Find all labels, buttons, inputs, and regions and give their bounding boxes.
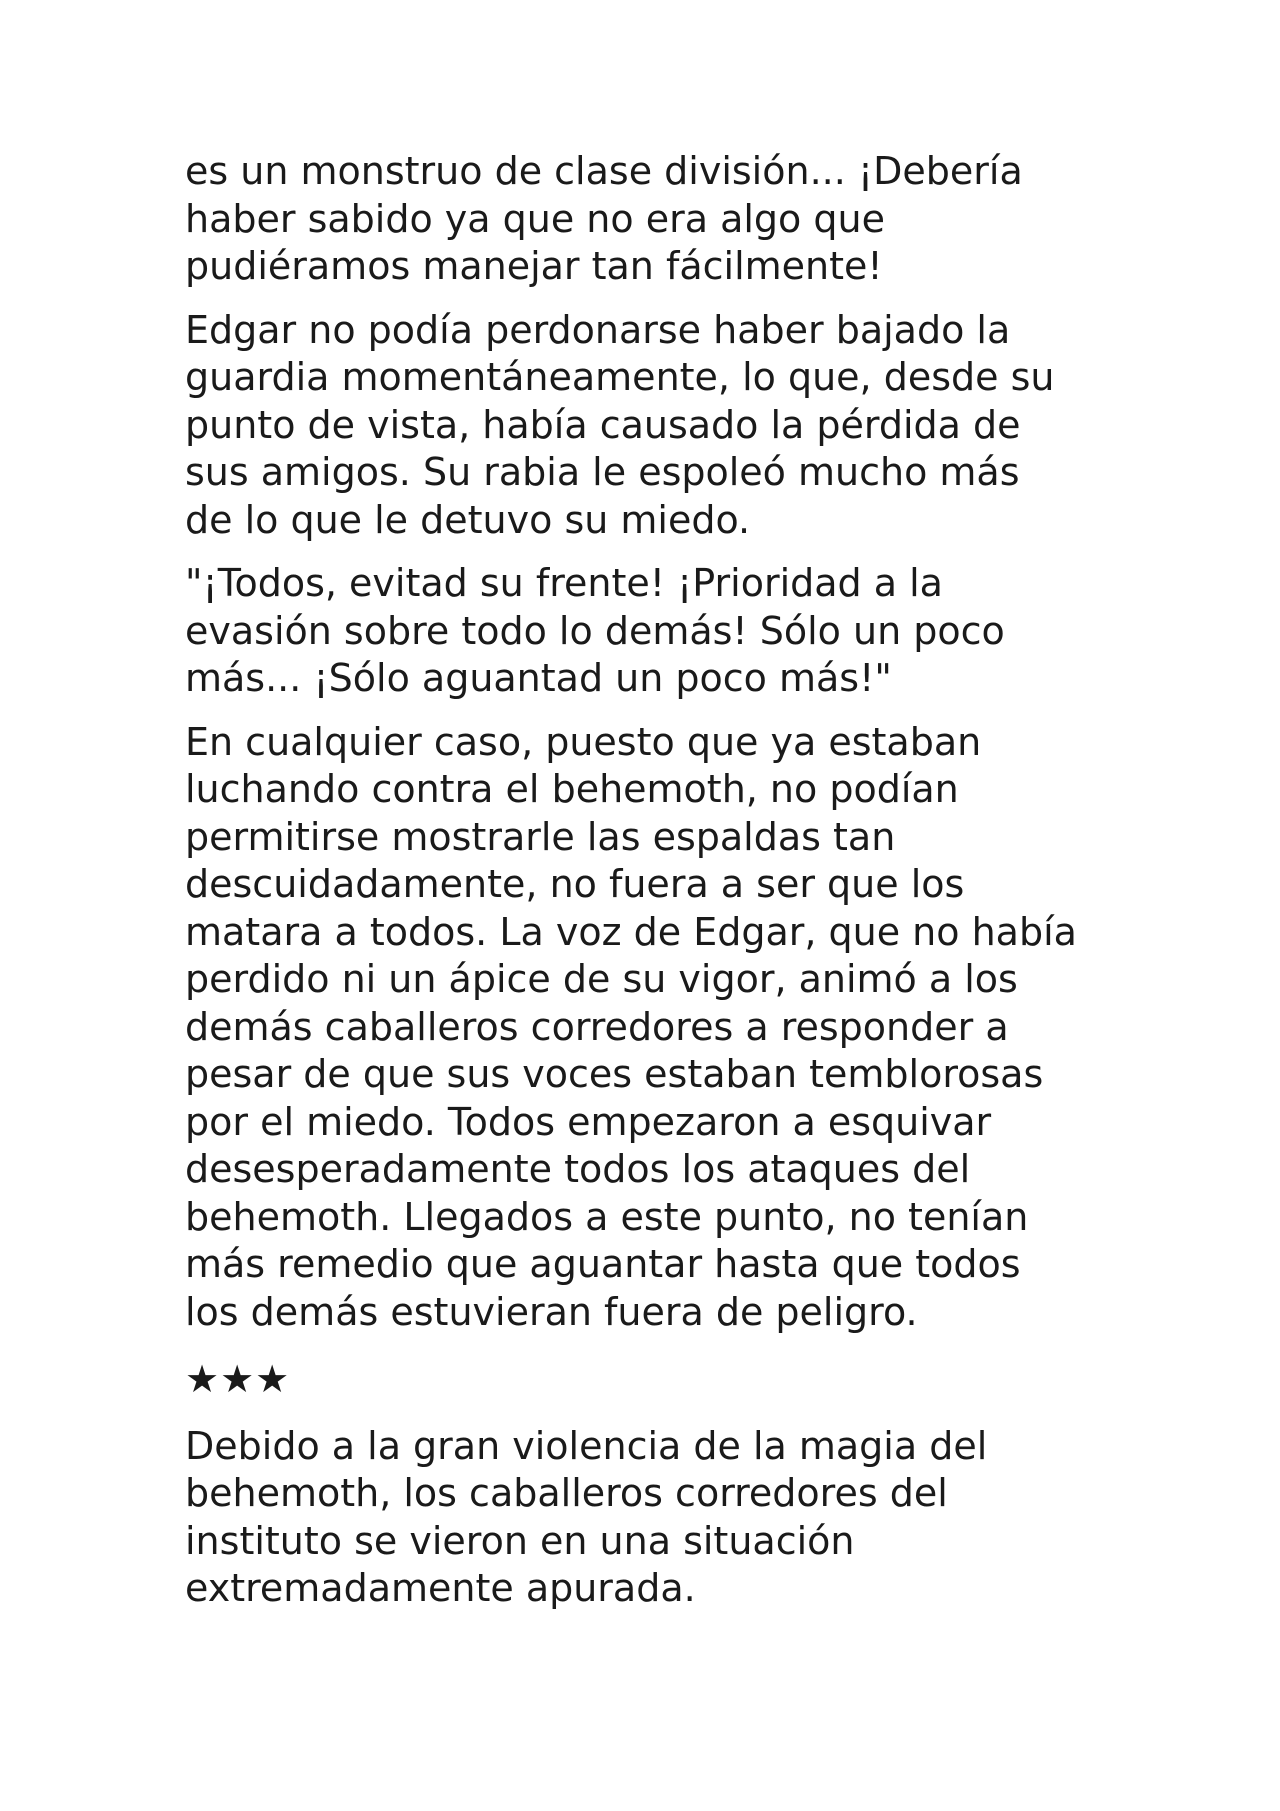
text-line: es un monstruo de clase división... ¡Debería [185,149,1023,193]
body-text [185,148,1125,1613]
text-line: demás caballeros corredores a responder a [185,1004,1009,1049]
text-line: los demás estuvieran fuera de peligro. [185,1289,918,1334]
text-line: matara a todos. La voz de Edgar, que no había [185,909,1077,954]
scene-break-separator [185,1356,1125,1404]
paragraph-4 [185,719,1125,1337]
text-line: "¡Todos, evitad su frente! ¡Prioridad a la [185,561,943,605]
text-line: luchando contra el behemoth, no podían [185,767,959,811]
text-line: más... ¡Sólo aguantad un poco más!" [185,656,892,700]
text-line: perdido ni un ápice de su vigor, animó a los [185,957,1018,1001]
text-line: behemoth, los caballeros corredores del [185,1471,948,1515]
text-line: más remedio que aguantar hasta que todos [185,1242,1021,1286]
text-line: extremadamente apurada. [185,1566,696,1610]
text-line: Edgar no podía perdonarse haber bajado la [185,307,1011,352]
text-line: punto de vista, había causado la pérdida de [185,402,1021,447]
paragraph-3-dialogue [185,560,1125,703]
text-line: En cualquier caso, puesto que ya estaban [185,719,982,764]
paragraph-5 [185,1423,1125,1613]
text-line: pesar de que sus voces estaban temblorosas [185,1052,1044,1096]
text-line: Debido a la gran violencia de la magia del [185,1423,988,1468]
paragraph-2 [185,307,1125,545]
text-line: haber sabido ya que no era algo que [185,196,885,241]
text-line: por el miedo. Todos empezaron a esquivar [185,1099,992,1144]
text-line: desesperadamente todos los ataques del [185,1147,971,1191]
paragraph-1 [185,148,1125,291]
text-line: pudiéramos manejar tan fácilmente! [185,244,883,288]
text-line: evasión sobre todo lo demás! Sólo un poco [185,608,1005,653]
text-line: descuidadamente, no fuera a ser que los [185,862,965,906]
text-line: guardia momentáneamente, lo que, desde su [185,355,1055,399]
scene-break-stars: ★★★ [185,1357,291,1401]
text-line: permitirse mostrarle las espaldas tan [185,814,896,859]
text-line: instituto se vieron en una situación [185,1518,855,1563]
text-line: de lo que le detuvo su miedo. [185,497,751,542]
text-line: behemoth. Llegados a este punto, no tenían [185,1194,1029,1239]
text-line: sus amigos. Su rabia le espoleó mucho más [185,450,1020,494]
